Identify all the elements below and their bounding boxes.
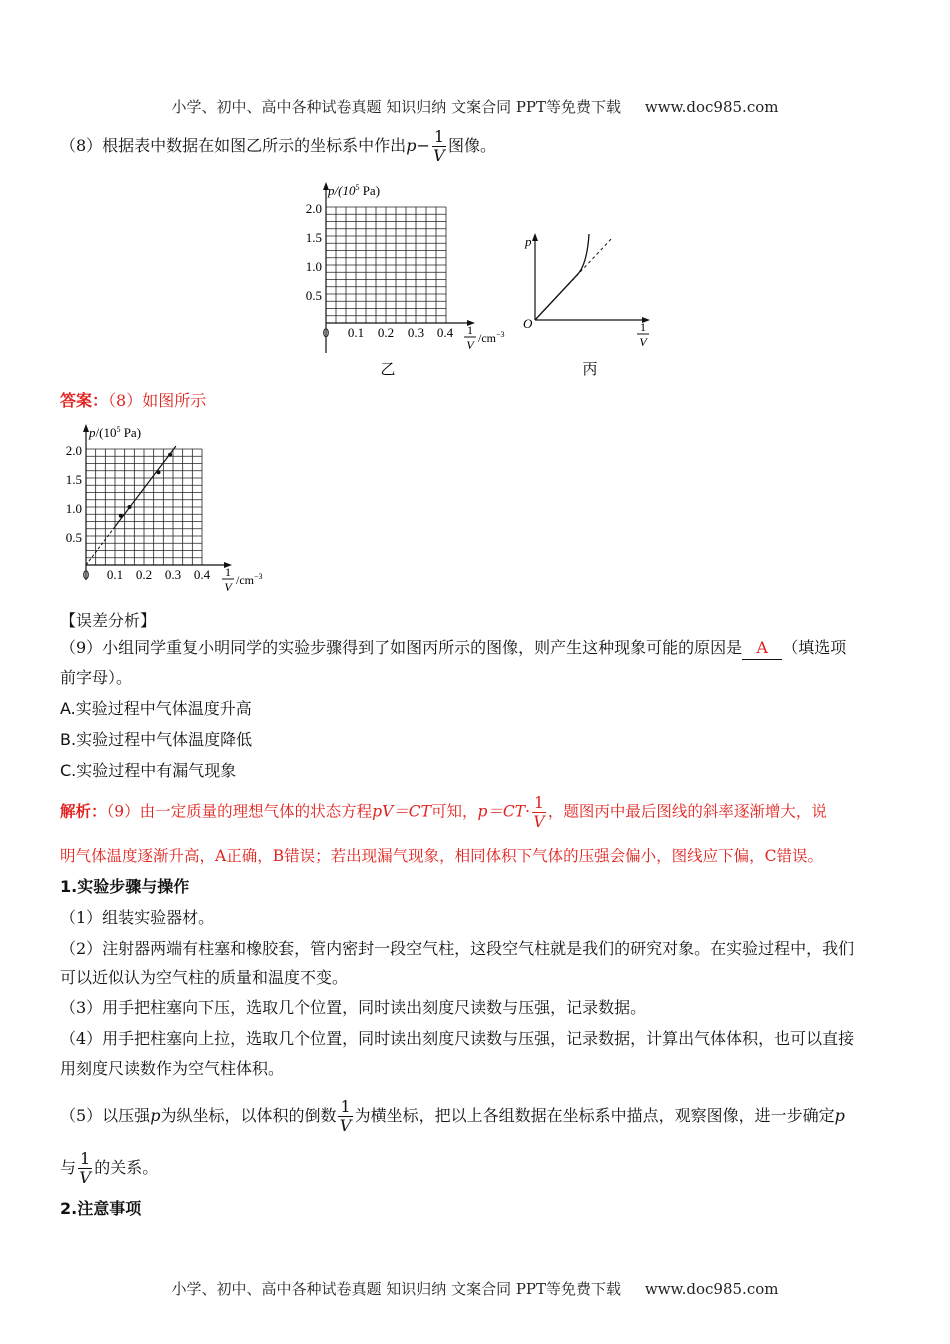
footer-text: 小学、初中、高中各种试卷真题 知识归纳 文案合同 PPT等免费下载 — [171, 1280, 622, 1298]
yi-ytick: 1.5 — [305, 230, 322, 245]
step-4-line2: 用刻度尺读数作为空气柱体积。 — [60, 1059, 285, 1078]
question-8 — [60, 128, 890, 165]
answer-ytick: 1.0 — [65, 501, 82, 516]
data-point — [157, 470, 161, 474]
step-4-line1: （4）用手把柱塞向上拉，选取几个位置，同时读出刻度尺读数与压强，记录数据，计算出气体体积，也可以直接 — [60, 1029, 855, 1048]
answer-grid — [86, 449, 202, 565]
bing-xlabel-num: 1 — [640, 320, 646, 334]
bing-origin: O — [523, 316, 533, 331]
header-url[interactable]: www.doc985.com — [644, 98, 779, 116]
answer-xlabel-unit: $/cm^{-3}$ — [236, 572, 263, 587]
option-a: A.实验过程中气体温度升高 — [60, 699, 252, 718]
option-b: B.实验过程中气体温度降低 — [60, 730, 253, 749]
data-point — [128, 505, 132, 509]
yi-xlabel-num: 1 — [467, 323, 473, 337]
question-9-line2: 前字母）。 — [60, 668, 133, 687]
step-2-line1: （2）注射器两端有柱塞和橡胶套，管内密封一段空气柱，这段空气柱就是我们的研究对象。在实验过程中，我们 — [60, 939, 855, 958]
answer-ytick: 1.5 — [65, 472, 82, 487]
yi-xtick: 0.1 — [347, 325, 365, 340]
figure-yi — [290, 178, 530, 378]
data-point — [119, 514, 123, 518]
bing-curve — [535, 234, 589, 320]
option-c: C.实验过程中有漏气现象 — [60, 761, 237, 780]
q8-prefix: （8）根据表中数据在如图乙所示的坐标系中作出 — [60, 136, 407, 155]
yi-ytick: 1.0 — [305, 259, 322, 274]
step-5-line1: （5）以压强p为纵坐标，以体积的倒数 $\frac{1}{V}$ 为横坐标，把以上各组数据在坐标系中描点，观察图像，进一步确定p — [60, 1097, 845, 1135]
section-1-title: 1.实验步骤与操作 — [60, 877, 190, 896]
header-text: 小学、初中、高中各种试卷真题 知识归纳 文案合同 PPT等免费下载 — [171, 98, 622, 116]
step5b-fraction: $\frac{1}{V}$ — [79, 1149, 91, 1187]
yi-xtick: 0.3 — [407, 325, 425, 340]
bing-y-arrow — [532, 233, 538, 241]
answer-ytick: 2.0 — [65, 443, 82, 458]
bing-xlabel-den: V — [639, 335, 647, 349]
page-footer — [0, 1278, 950, 1299]
answer-marks — [86, 446, 176, 565]
question-9-line1: （9）小组同学重复小明同学的实验步骤得到了如图丙所示的图像，则产生这种现象可能的原因是 A （填选项 — [60, 637, 890, 660]
answer-xlabel-den: V — [224, 580, 232, 594]
answer-ytick: 0.5 — [65, 530, 82, 545]
step-3: （3）用手把柱塞向下压，选取几个位置，同时读出刻度尺读数与压强，记录数据。 — [60, 998, 647, 1017]
yi-xlabel-den: V — [466, 338, 474, 352]
data-point — [168, 453, 172, 457]
yi-caption: 乙 — [380, 362, 396, 378]
bing-ylabel: p — [525, 234, 532, 249]
answer-label: 答案： — [60, 391, 109, 410]
yi-xtick: 0 — [322, 325, 330, 340]
error-analysis-title: 【误差分析】 — [60, 611, 157, 630]
analysis-line1: 解析：（9）由一定质量的理想气体的状态方程pV＝CT可知，p＝CT· $\frac{1}{V}$ ，题图丙中最后图线的斜率逐渐增大，说 — [60, 794, 827, 831]
fit-line-dashed — [86, 527, 115, 565]
footer-url[interactable]: www.doc985.com — [644, 1280, 779, 1298]
answer-xtick: 0 — [82, 567, 90, 582]
step5-fraction: $\frac{1}{V}$ — [339, 1097, 352, 1135]
step-2-line2: 可以近似认为空气柱的质量和温度不变。 — [60, 968, 349, 987]
answer-text: （8）如图所示 — [108, 391, 207, 410]
q8-dash: − — [416, 136, 430, 155]
answer-xtick: 0.2 — [135, 567, 153, 582]
answer-chart — [56, 420, 296, 600]
yi-grid — [326, 207, 446, 323]
answer-8 — [60, 390, 890, 412]
q8-suffix: 图像。 — [448, 136, 497, 155]
yi-xtick: 0.4 — [436, 325, 454, 340]
answer-xtick: 0.3 — [164, 567, 182, 582]
analysis-line2: 明气体温度逐渐升高，A正确，B错误；若出现漏气现象，相同体积下气体的压强会偏小，图线应下偏，C错误。 — [60, 847, 823, 865]
yi-ytick: 0.5 — [305, 288, 322, 303]
yi-xtick: 0.2 — [377, 325, 395, 340]
figure-bing — [505, 220, 665, 378]
yi-ytick: 2.0 — [305, 201, 322, 216]
answer-ylabel: $p/(10^5$ Pa) — [89, 425, 142, 440]
answer-xtick: 0.1 — [106, 567, 124, 582]
yi-xlabel-unit: $/cm^{-3}$ — [478, 330, 505, 345]
answer-xlabel-num: 1 — [225, 565, 231, 579]
bing-caption: 丙 — [582, 362, 598, 378]
answer-xtick: 0.4 — [193, 567, 211, 582]
q9-answer-blank: A — [742, 637, 782, 660]
section-2-title: 2.注意事项 — [60, 1199, 142, 1218]
yi-ylabel: $p/(10^5$ Pa) — [328, 183, 381, 198]
step-1: （1）组装实验器材。 — [60, 908, 215, 927]
q8-fraction: $\frac{1}{V}$ — [433, 127, 445, 165]
analysis-fraction: $\frac{1}{V}$ — [533, 794, 545, 831]
page-header — [0, 96, 950, 117]
q8-p: p — [406, 136, 417, 155]
step-5-line2: 与 $\frac{1}{V}$ 的关系。 — [60, 1149, 159, 1187]
